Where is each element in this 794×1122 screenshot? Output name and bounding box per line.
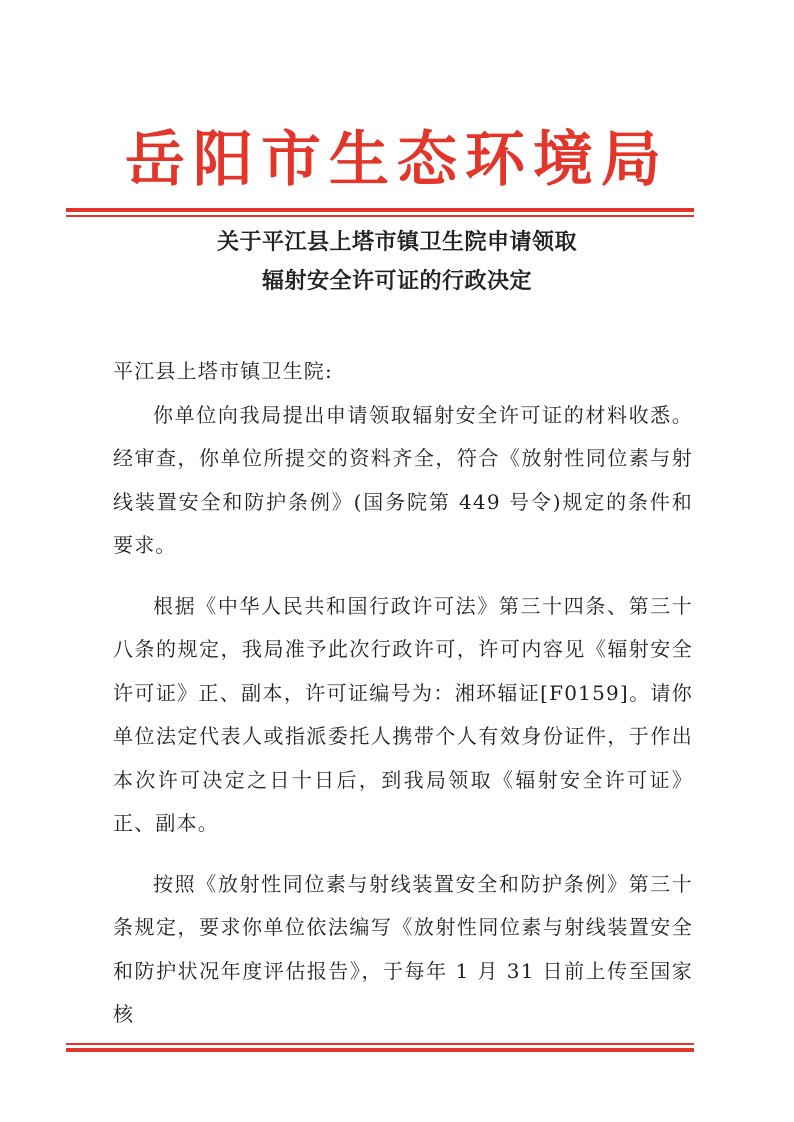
document-title-line-1: 关于平江县上塔市镇卫生院申请领取 — [216, 229, 577, 255]
paragraph-3: 按照《放射性同位素与射线装置安全和防护条例》第三十条规定，要求你单位依法编写《放射性同位素与射线装置安全和防护状况年度评估报告》，于每年 1 月 31 日前上传至国家核 — [113, 871, 693, 1026]
paragraph-1: 你单位向我局提出申请领取辐射安全许可证的材料收悉。经审查，你单位所提交的资料齐全，符合《放射性同位素与射线装置安全和防护条例》(国务院第 449 号令)规定的条件和要求。 — [113, 402, 693, 557]
letterhead-rule-thick — [66, 208, 694, 212]
footer-rule-thin — [66, 1043, 694, 1045]
letterhead-org-name: 岳阳市生态环境局 — [125, 125, 669, 195]
document-title-line-2: 辐射安全许可证的行政决定 — [261, 268, 532, 294]
paragraph-2: 根据《中华人民共和国行政许可法》第三十四条、第三十八条的规定，我局准予此次行政许可，许可内容见《辐射安全许可证》正、副本，许可证编号为：湘环辐证[F0159]。请你单位法定代表人或指派委托人携带个人有效身份证件，于作出本次许可决定之日十日后，到我局领取《辐射安全许可证》正、副本。 — [113, 593, 693, 835]
document-body — [113, 350, 693, 1037]
addressee: 平江县上塔市镇卫生院: — [113, 359, 333, 383]
letterhead-rule-thin — [66, 215, 694, 217]
footer-rule-thick — [66, 1048, 694, 1052]
